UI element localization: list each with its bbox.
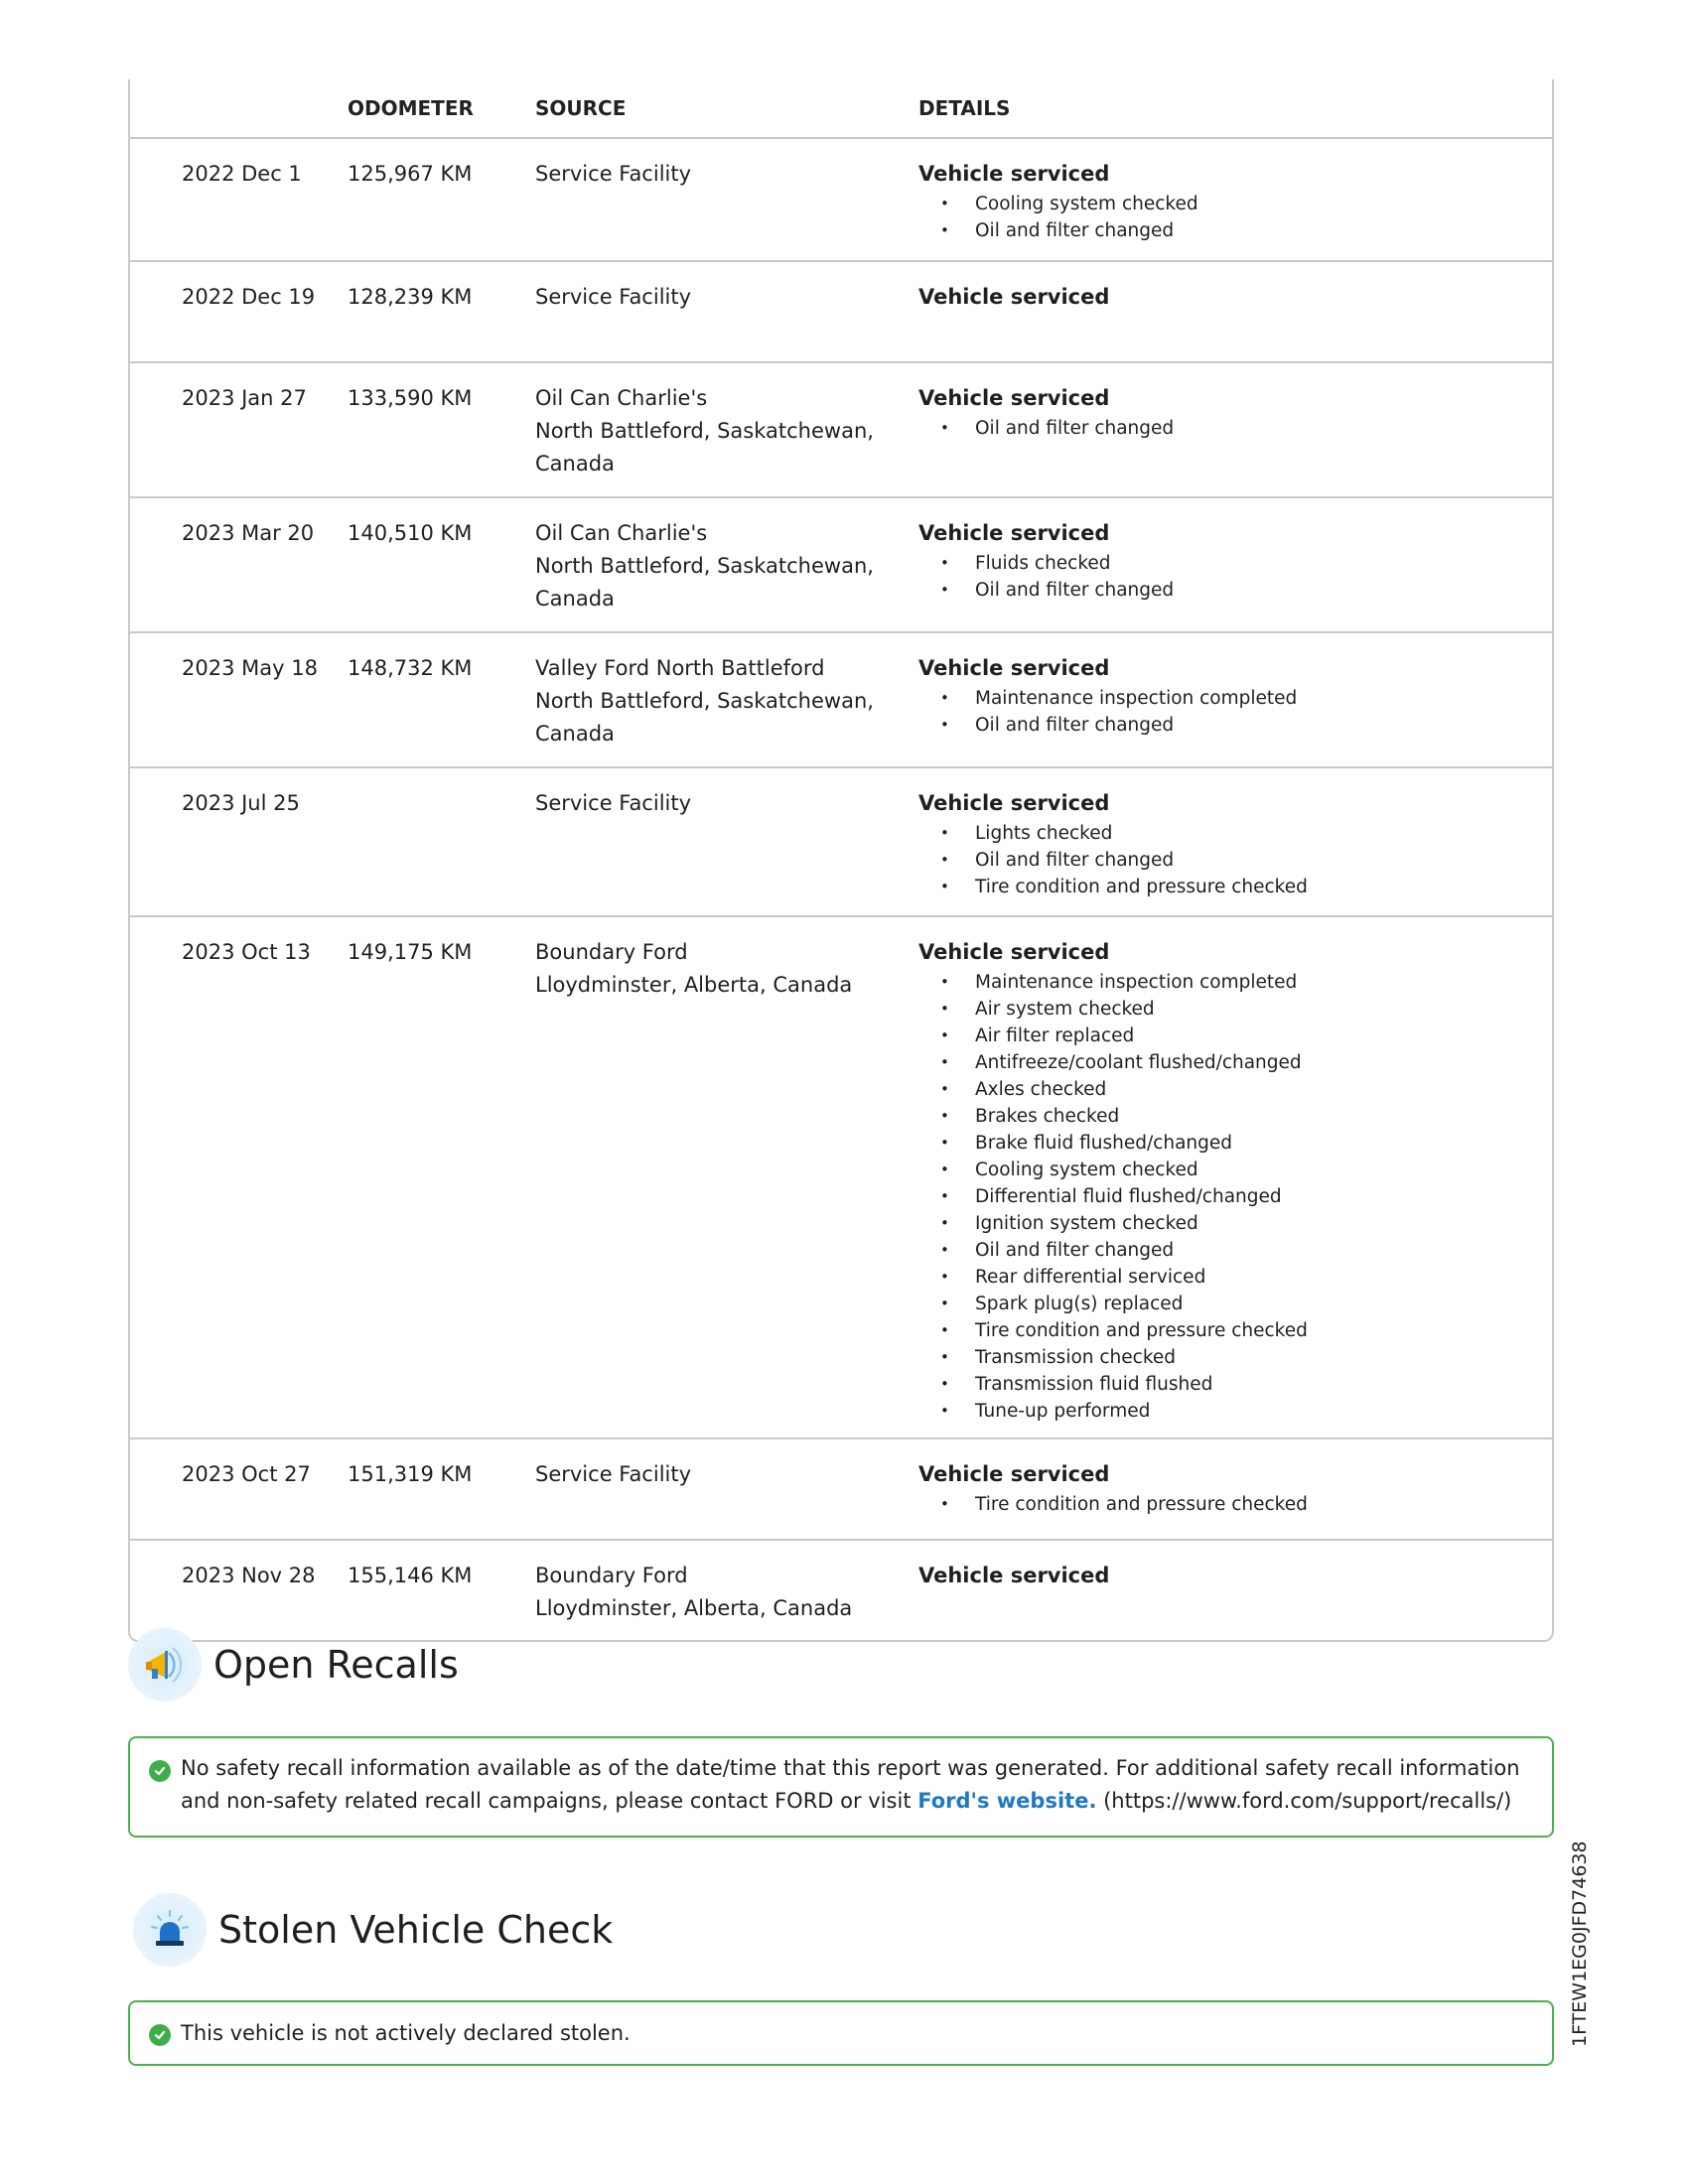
siren-icon (133, 1893, 207, 1967)
source-line: Service Facility (535, 1462, 692, 1486)
stolen-message: This vehicle is not actively declared stolen. (181, 2021, 631, 2045)
stolen-vehicle-title: Stolen Vehicle Check (218, 1908, 614, 1952)
list-item: • Fluids checked (918, 550, 1552, 577)
list-item: • Tire condition and pressure checked (918, 874, 1552, 900)
row-date: 2023 Mar 20 (182, 521, 315, 545)
row-date: 2023 Jan 27 (182, 386, 307, 410)
header-odometer: ODOMETER (348, 96, 474, 120)
source-line: Service Facility (535, 791, 692, 815)
row-source (533, 1560, 918, 1640)
table-row (130, 363, 1552, 498)
table-row (130, 768, 1552, 917)
list-item: • Oil and filter changed (918, 217, 1552, 244)
source-line: North Battleford, Saskatchewan, (535, 554, 874, 578)
details-list (918, 969, 1552, 1425)
row-odometer: 155,146 KM (348, 1564, 473, 1587)
list-item: • Tire condition and pressure checked (918, 1491, 1552, 1518)
row-details (918, 1560, 1552, 1640)
list-item: • Ignition system checked (918, 1210, 1552, 1237)
source-line: Service Facility (535, 285, 692, 309)
megaphone-icon (128, 1628, 202, 1702)
stolen-vehicle-header (133, 1893, 613, 1967)
details-title: Vehicle serviced (918, 162, 1110, 186)
row-details (918, 936, 1552, 1437)
stolen-notice (128, 2000, 1554, 2066)
list-item: • Axles checked (918, 1076, 1552, 1103)
row-details (918, 158, 1552, 260)
row-details (918, 652, 1552, 766)
table-header (130, 79, 1552, 139)
source-line: Canada (535, 722, 615, 746)
row-odometer: 128,239 KM (348, 285, 473, 309)
list-item: • Antifreeze/coolant flushed/changed (918, 1049, 1552, 1076)
row-date: 2023 Jul 25 (182, 791, 300, 815)
details-title: Vehicle serviced (918, 1564, 1110, 1587)
check-circle-icon (149, 1760, 171, 1782)
source-line: Lloydminster, Alberta, Canada (535, 1596, 853, 1620)
list-item: • Tire condition and pressure checked (918, 1317, 1552, 1344)
source-line: Canada (535, 452, 615, 476)
row-details (918, 382, 1552, 496)
source-line: Oil Can Charlie's (535, 386, 708, 410)
details-list (918, 820, 1552, 900)
row-odometer: 125,967 KM (348, 162, 473, 186)
row-details (918, 281, 1552, 361)
list-item: • Oil and filter changed (918, 1237, 1552, 1264)
row-odometer: 149,175 KM (348, 940, 473, 964)
source-line: Oil Can Charlie's (535, 521, 708, 545)
table-row (130, 1439, 1552, 1541)
open-recalls-title: Open Recalls (213, 1643, 459, 1687)
row-source (533, 936, 918, 1437)
row-odometer: 133,590 KM (348, 386, 473, 410)
row-source (533, 652, 918, 766)
row-date: 2023 Oct 13 (182, 940, 311, 964)
row-date: 2023 Nov 28 (182, 1564, 316, 1587)
row-date: 2022 Dec 1 (182, 162, 302, 186)
list-item: • Air filter replaced (918, 1023, 1552, 1049)
row-date: 2023 Oct 27 (182, 1462, 311, 1486)
table-row (130, 139, 1552, 262)
service-history-table (128, 79, 1554, 1642)
source-line: Boundary Ford (535, 1564, 688, 1587)
source-line: North Battleford, Saskatchewan, (535, 689, 874, 713)
list-item: • Oil and filter changed (918, 415, 1552, 442)
row-source (533, 158, 918, 260)
check-circle-icon (149, 2024, 171, 2046)
details-list (918, 550, 1552, 604)
vin-label: 1FTEW1EG0JFD74638 (1569, 1841, 1591, 2047)
open-recalls-header (128, 1628, 459, 1702)
ford-website-link[interactable]: Ford's website. (917, 1789, 1097, 1813)
list-item: • Oil and filter changed (918, 577, 1552, 604)
header-details: DETAILS (918, 96, 1011, 120)
table-row (130, 633, 1552, 768)
source-line: Boundary Ford (535, 940, 688, 964)
list-item: • Brake fluid flushed/changed (918, 1130, 1552, 1157)
list-item: • Maintenance inspection completed (918, 969, 1552, 996)
recalls-notice (128, 1736, 1554, 1838)
list-item: • Maintenance inspection completed (918, 685, 1552, 712)
list-item: • Rear differential serviced (918, 1264, 1552, 1291)
details-title: Vehicle serviced (918, 791, 1110, 815)
details-list (918, 1491, 1552, 1518)
table-row (130, 917, 1552, 1439)
row-source (533, 1458, 918, 1539)
list-item: • Transmission fluid flushed (918, 1371, 1552, 1398)
list-item: • Oil and filter changed (918, 712, 1552, 739)
source-line: North Battleford, Saskatchewan, (535, 419, 874, 443)
row-odometer (346, 787, 533, 915)
header-date (130, 79, 346, 137)
row-date: 2022 Dec 19 (182, 285, 316, 309)
details-title: Vehicle serviced (918, 285, 1110, 309)
details-list (918, 191, 1552, 244)
source-line: Lloydminster, Alberta, Canada (535, 973, 853, 997)
row-details (918, 787, 1552, 915)
row-details (918, 517, 1552, 631)
table-row (130, 1541, 1552, 1640)
list-item: • Air system checked (918, 996, 1552, 1023)
details-title: Vehicle serviced (918, 521, 1110, 545)
details-title: Vehicle serviced (918, 940, 1110, 964)
list-item: • Spark plug(s) replaced (918, 1291, 1552, 1317)
source-line: Valley Ford North Battleford (535, 656, 825, 680)
table-row (130, 498, 1552, 633)
source-line: Canada (535, 587, 615, 611)
list-item: • Cooling system checked (918, 191, 1552, 217)
row-date: 2023 May 18 (182, 656, 318, 680)
details-title: Vehicle serviced (918, 656, 1110, 680)
header-source: SOURCE (535, 96, 627, 120)
row-odometer: 148,732 KM (348, 656, 473, 680)
row-source (533, 787, 918, 915)
details-list (918, 685, 1552, 739)
table-row (130, 262, 1552, 363)
details-list (918, 415, 1552, 442)
row-odometer: 151,319 KM (348, 1462, 473, 1486)
list-item: • Cooling system checked (918, 1157, 1552, 1183)
source-line: Service Facility (535, 162, 692, 186)
details-title: Vehicle serviced (918, 386, 1110, 410)
list-item: • Transmission checked (918, 1344, 1552, 1371)
list-item: • Oil and filter changed (918, 847, 1552, 874)
row-source (533, 517, 918, 631)
details-title: Vehicle serviced (918, 1462, 1110, 1486)
list-item: • Differential fluid flushed/changed (918, 1183, 1552, 1210)
table-body (130, 139, 1552, 1640)
row-source (533, 382, 918, 496)
row-source (533, 281, 918, 361)
recalls-message (130, 1752, 1552, 1818)
list-item: • Tune-up performed (918, 1398, 1552, 1425)
recalls-url-text: (https://www.ford.com/support/recalls/) (1096, 1789, 1512, 1813)
list-item: • Lights checked (918, 820, 1552, 847)
recalls-message-text: No safety recall information available as of the date/time that this report was generated. For additional safety recall information and non-safety related recall campaigns, please contact FORD or visit (181, 1756, 1520, 1813)
list-item: • Brakes checked (918, 1103, 1552, 1130)
row-odometer: 140,510 KM (348, 521, 473, 545)
row-details (918, 1458, 1552, 1539)
